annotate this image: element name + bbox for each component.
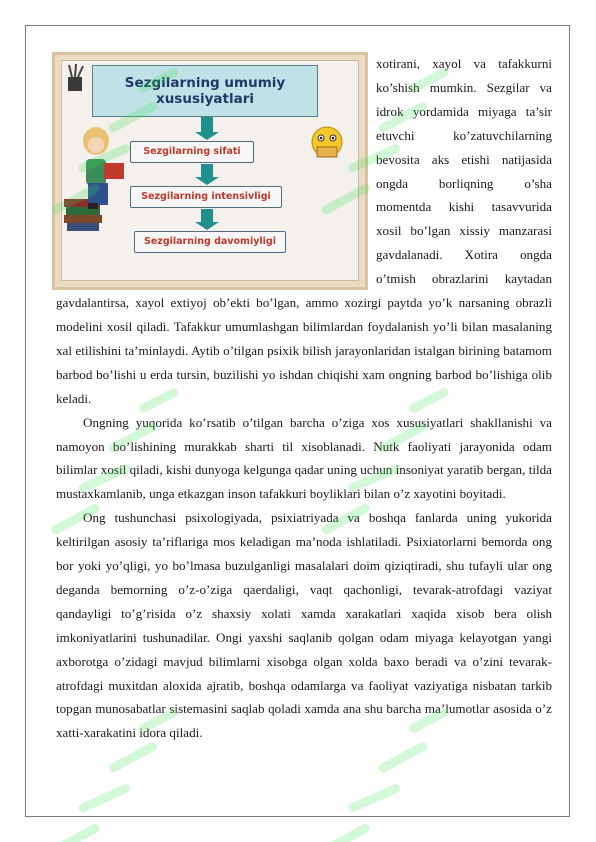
document-body	[56, 52, 552, 745]
arrow-down-icon	[201, 209, 213, 223]
arrow-down-icon	[201, 117, 213, 133]
diagram-panel	[61, 60, 359, 281]
diagram-item-duration: Sezgilarning davomiyligi	[134, 231, 286, 253]
reading-girl-illustration	[62, 123, 128, 241]
diagram-item-intensity: Sezgilarning intensivligi	[130, 186, 282, 208]
paragraph-1: xotirani, xayol va tafakkurni ko’shish mumkin. Sezgilar va idrok yordamida miyaga ta’sir etuvchi ko’zatuvchilarning bevosita aks etishi natijasida ongda borliqning o’sha momentda kishi tasavvurida xosil bo’lgan xissiy manzarasi gavdalanadi. Xotira ongda o’tmish obrazlarini kaytadan gavdalantirsa, xayol extiyoj ob’ekti bo’lgan, ammo xozirgi paytda yo’k narsaning obrazli modelini xosil qiladi. Tafakkur umumlashgan bilimlardan foydalanish yo’li bilan masalaning xal etilishini ta’minlaydi. Aytib o’tilgan psixik bilish jarayonlaridan istalgan birining batamom barbod bo’lishi u erda tursin, buzilishi yo ishdan chiqishi xam ongning barbod bo’lishiga olib keladi.	[56, 56, 552, 406]
arrow-down-icon	[201, 164, 213, 178]
pencil-cup-icon	[64, 63, 88, 93]
diagram-figure	[52, 52, 368, 290]
smiley-reading-icon	[308, 125, 346, 163]
diagram-title-line-2: xususiyatlari	[155, 91, 254, 107]
paragraph-3: Ong tushunchasi psixologiyada, psixiatriyada va boshqa fanlarda uning yukorida keltirilgan asosiy ta’riflariga mos keladigan ma’noda ishlatiladi. Psixiatorlarni bemorda ong bor yoki yo’qligi, yo bo’lmasa buzulganligi masalalari doim qiziqtiradi, shu tufayli ular ong deganda bemorning o’z-o’ziga qaerdaligi, vaqt qachonligi, tevarak-atrofdagi vaziyat qandayligi to’g’risida o’z shaxsiy xolati xamda xarakatlari xaqida xisob bera olish imkoniyatlarini tushunadilar. Ongi yaxshi saqlanib qolgan odam miyaga kelayotgan yangi axborotga o’zidagi mavjud bilimlarni xisobga olgan xolda baxo beradi va o’zini tevarak-atrofdagi muxitdan aloxida ajratib, boshqa odamlarga va faoliyat vaziyatiga nisbatan tarkib topgan munosabatlar sistemasini saqlab qoladi xamda ana shu barcha ma’lumotlar asosida o’z xatti-xarakatini idora qiladi.	[56, 510, 552, 741]
paragraph-2: Ongning yuqorida ko’rsatib o’tilgan barcha o’ziga xos xususiyatlari shakllanishi va namoyon bo’lishining murakkab sharti til xisoblanadi. Nutk faoliyati jarayonida odam bilimlar xosil qiladi, kishi dunyoga kelgunga qadar uning uchun insoniyat yaratib bergan, tilda mustaxkamlanib, unga etkazgan inson tafakkuri boyliklari bilan o’z xayotini boyitadi.	[56, 414, 552, 502]
diagram-item-quality: Sezgilarning sifati	[130, 141, 254, 163]
diagram-title	[92, 65, 318, 117]
diagram-title-line-1: Sezgilarning umumiy	[124, 75, 286, 91]
